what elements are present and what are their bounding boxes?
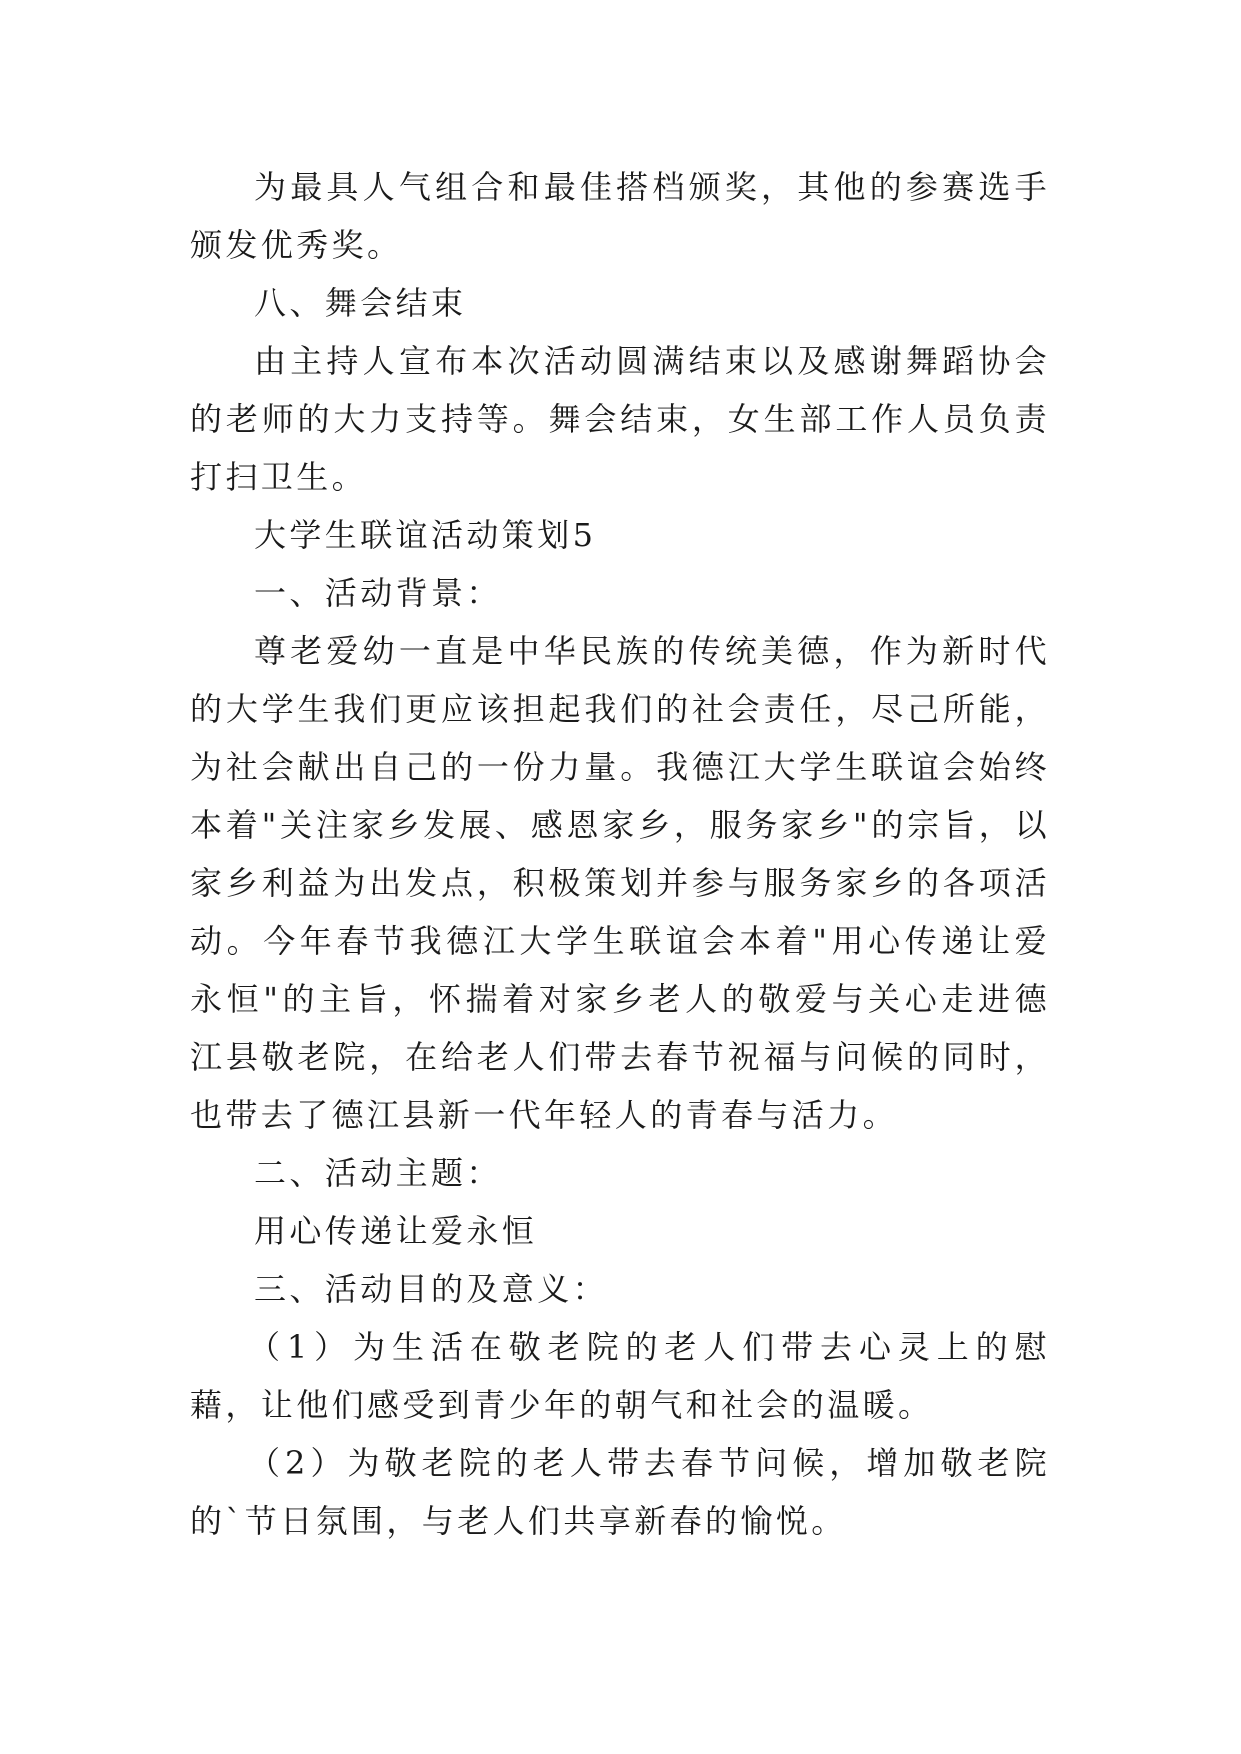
paragraph-purpose-2: （2）为敬老院的老人带去春节问候，增加敬老院的`节日氛围，与老人们共享新春的愉悦。 [190,1444,1050,1540]
paragraph-background: 尊老爱幼一直是中华民族的传统美德，作为新时代的大学生我们更应该担起我们的社会责任，尽己所能，为社会献出自己的一份力量。我德江大学生联谊会始终本着"关注家乡发展、感恩家乡，服务家乡"的宗旨，以家乡利益为出发点，积极策划并参与服务家乡的各项活动。今年春节我德江大学生联谊会本着"用心传递让爱永恒"的主旨，怀揣着对家乡老人的敬爱与关心走进德江县敬老院，在给老人们带去春节祝福与问候的同时，也带去了德江县新一代年轻人的青春与活力。 [190,632,1050,1134]
section-heading-background: 一、活动背景： [254,574,502,612]
paragraph-purpose-1: （1）为生活在敬老院的老人们带去心灵上的慰藉，让他们感受到青少年的朝气和社会的温暖。 [190,1328,1050,1424]
section-heading-theme: 二、活动主题： [254,1154,502,1192]
paragraph-closing: 由主持人宣布本次活动圆满结束以及感谢舞蹈协会的老师的大力支持等。舞会结束，女生部工作人员负责打扫卫生。 [190,342,1050,496]
section-heading-dance-end: 八、舞会结束 [254,284,467,322]
paragraph-theme: 用心传递让爱永恒 [254,1212,538,1250]
section-title-plan-5: 大学生联谊活动策划5 [254,516,597,554]
paragraph-award: 为最具人气组合和最佳搭档颁奖，其他的参赛选手颁发优秀奖。 [190,168,1050,264]
document-body [190,158,1050,1550]
section-heading-purpose: 三、活动目的及意义： [254,1270,609,1308]
